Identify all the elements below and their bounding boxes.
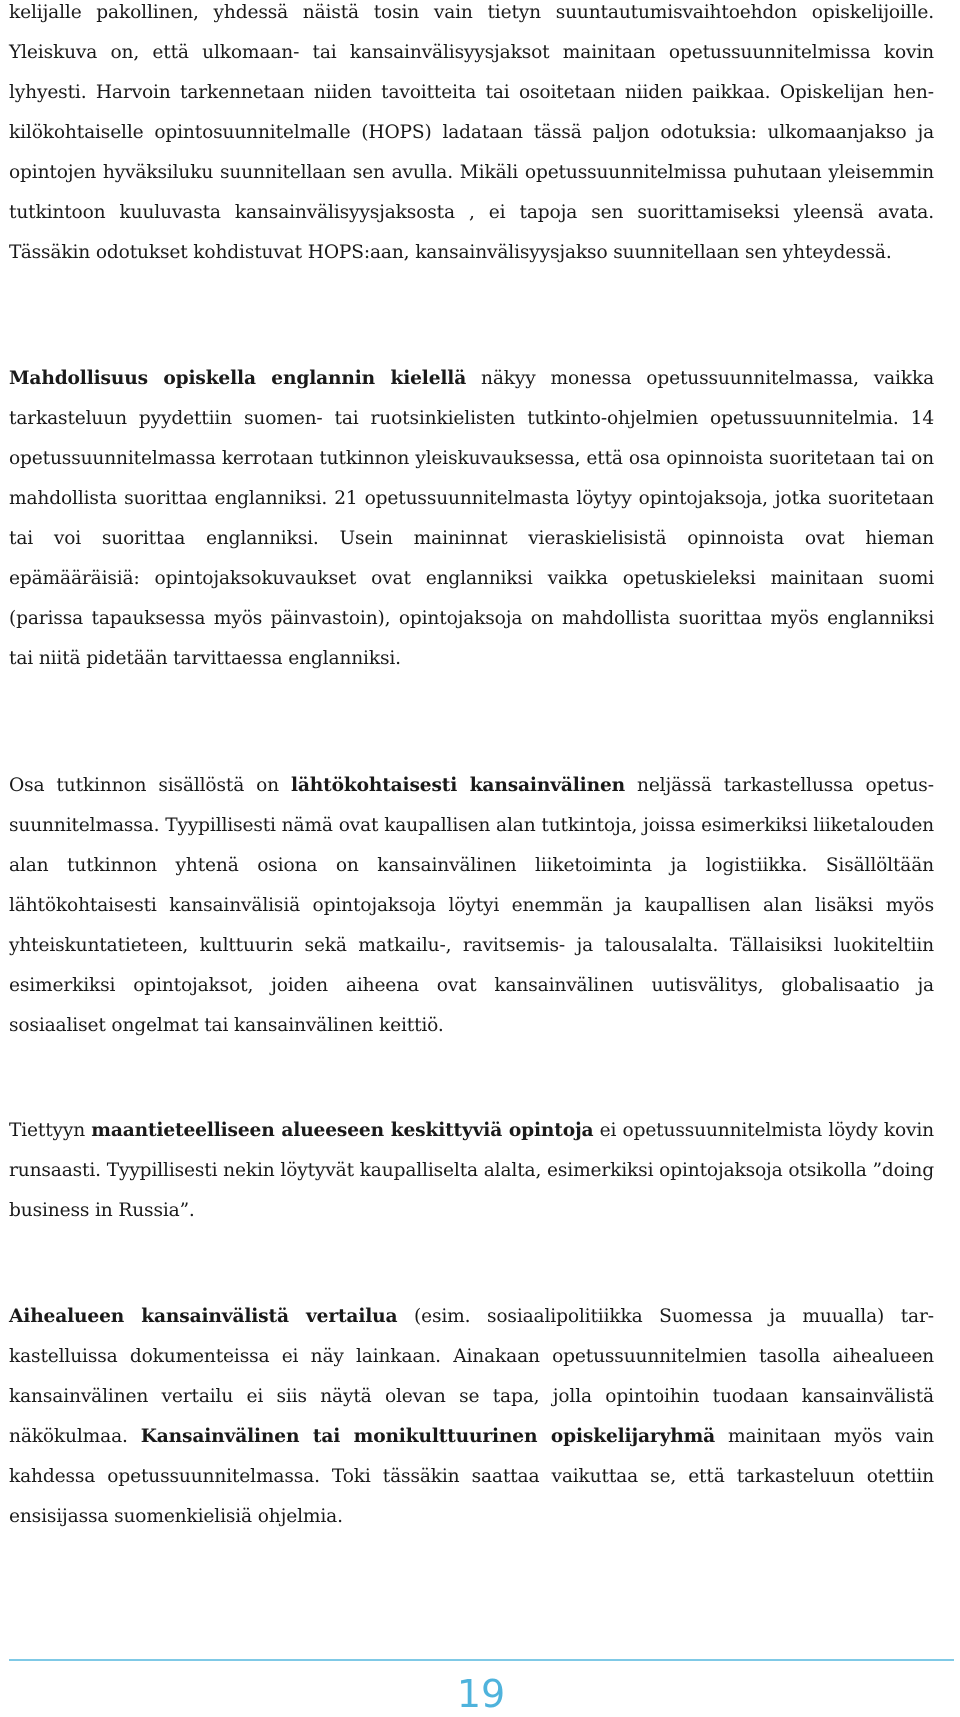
paragraph-geographic-studies [9,1111,934,1231]
paragraph-text: kelijalle pakollinen, yhdessä näistä tosin vain tietyn suuntautumisvaihtoehdon opiskelijoille. Yleiskuva on, että ulkomaan- tai kansainvälisyysjaksot mainitaan opetussuunnitelmissa kovin lyhyesti. Harvoin tarkennetaan niiden tavoitteita tai osoitetaan niiden paikkaa. Opiskelijan henkilökohtaiselle opintosuunnitelmalle (HOPS) ladataan tässä paljon odotuksia: ulkomaanjakso ja opintojen hyväksiluku suunnitellaan sen avulla. Mikäli opetussuunnitelmissa puhutaan yleisemmin tutkintoon kuuluvasta kansainvälisyysjaksosta , ei tapoja sen suorittamiseksi yleensä avata. Tässäkin odotukset kohdistuvat HOPS:aan, kansainvälisyysjakso suunnitellaan sen yhteydessä. [9,2,934,263]
bold-phrase: maantieteelliseen alueeseen keskittyviä opintoja [91,1120,594,1141]
paragraph-comparison [9,1297,934,1537]
page-number: 19 [456,1672,506,1716]
bold-lead-phrase: Mahdollisuus opiskella englannin kielellä [9,368,467,389]
paragraph-lead-text: Osa tutkinnon sisällöstä on [9,775,291,796]
paragraph-international-periods [9,0,934,273]
paragraph-english-studies [9,359,934,679]
paragraph-text: mainitaan myös vain kahdessa opetussuunnitelmassa. Toki tässäkin saattaa vaikuttaa se, että tarkasteluun otettiin ensisijassa suomenkielisiä ohjelmia. [9,1426,934,1527]
paragraph-text: ei opetussuunnitelmista löydy kovin runsaasti. Tyypillisesti nekin löytyvät kaupalliselta alalta, esimerkiksi opintojaksoja otsikolla ”doing business in Russia”. [9,1120,934,1221]
footer-divider [9,1659,954,1661]
paragraph-international-content [9,766,934,1046]
bold-phrase: lähtökohtaisesti kansainvälinen [291,775,625,796]
bold-lead-phrase: Aihealueen kansainvälistä vertailua [9,1306,398,1327]
bold-phrase: Kansainvälinen tai monikulttuurinen opiskelijaryhmä [140,1426,716,1447]
paragraph-text: (esim. sosiaalipolitiikka Suomessa ja muualla) tarkastelluissa dokumenteissa ei näy lainkaan. Ainakaan opetussuunnitelmien tasolla aihealueen kansainvälinen vertailu ei siis näytä olevan se tapa, jolla opintoihin tuodaan kansainvälistä näkökulmaa. [9,1306,934,1447]
paragraph-text: näkyy monessa opetussuunnitelmassa, vaikka tarkasteluun pyydettiin suomen- tai ruotsinkielisten tutkinto-ohjelmien opetussuunnitelmia. 14 opetussuunnitelmassa kerrotaan tutkinnon yleiskuvauksessa, että osa opinnoista suoritetaan tai on mahdollista suorittaa englanniksi. 21 opetussuunnitelmasta löytyy opintojaksoja, jotka suoritetaan tai voi suorittaa englanniksi. Usein maininnat vieraskielisistä opinnoista ovat hieman epämääräisiä: opintojaksokuvaukset ovat englanniksi vaikka opetuskieleksi mainitaan suomi (parissa tapauksessa myös päinvastoin), opintojaksoja on mahdollista suorittaa myös englanniksi tai niitä pidetään tarvittaessa englanniksi. [9,368,934,669]
paragraph-text: neljässä tarkastellussa opetussuunnitelmassa. Tyypillisesti nämä ovat kaupallisen alan tutkintoja, joissa esimerkiksi liiketalouden alan tutkinnon yhtenä osiona on kansainvälinen liiketoiminta ja logistiikka. Sisällöltään lähtökohtaisesti kansainvälisiä opintojaksoja löytyi enemmän ja kaupallisen alan lisäksi myös yhteiskuntatieteen, kulttuurin sekä matkailu-, ravitsemis- ja talousalalta. Tällaisiksi luokiteltiin esimerkiksi opintojaksot, joiden aiheena ovat kansainvälinen uutisvälitys, globalisaatio ja sosiaaliset ongelmat tai kansainvälinen keittiö. [9,775,934,1036]
paragraph-lead-text: Tiettyyn [9,1120,92,1141]
